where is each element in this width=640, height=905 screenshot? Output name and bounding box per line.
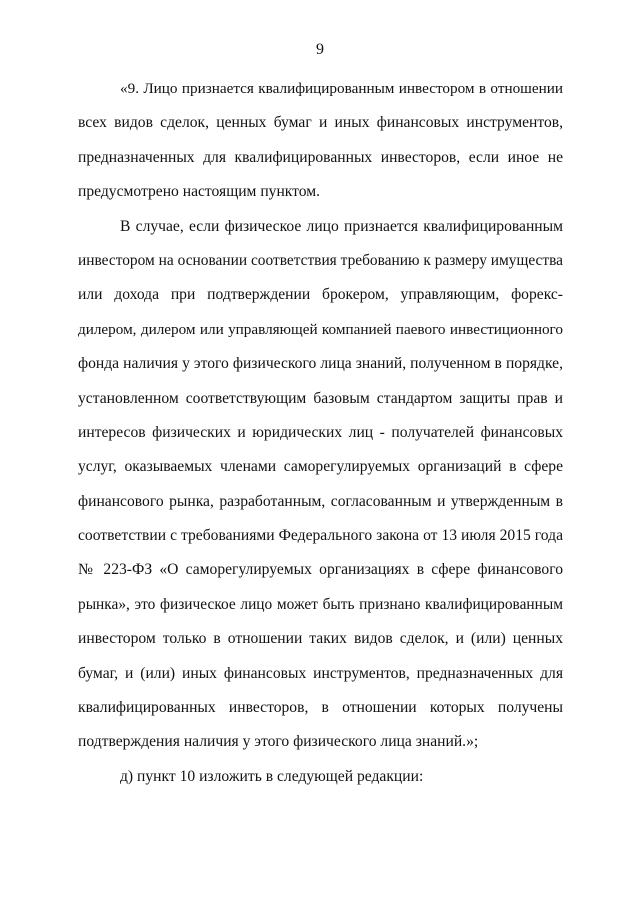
text-line: услуг, оказываемых членами саморегулируемых организаций в сфере [78, 458, 563, 476]
text-line: дилером, дилером или управляющей компанией паевого инвестиционного [78, 320, 563, 338]
text-line: фонда наличия у этого физического лица знаний, полученном в порядке, [78, 355, 563, 373]
page-number: 9 [316, 41, 324, 58]
text-line: предназначенных для квалифицированных инвесторов, если иное не [78, 148, 563, 166]
text-line: соответствии с требованиями Федерального закона от 13 июля 2015 года [78, 527, 563, 545]
text-line: инвестором на основании соответствия требованию к размеру имущества [78, 251, 563, 269]
text-line: интересов физических и юридических лиц - получателей финансовых [78, 423, 563, 441]
text-line: В случае, если физическое лицо признается квалифицированным [120, 217, 563, 235]
text-line: № 223-ФЗ «О саморегулируемых организациях в сфере финансового [78, 561, 563, 579]
text-line: рынка», это физическое лицо может быть признано квалифицированным [78, 595, 563, 613]
text-line: д) пункт 10 изложить в следующей редакции: [120, 767, 424, 785]
text-line: бумаг, и (или) иных финансовых инструментов, предназначенных для [78, 664, 563, 682]
text-line: предусмотрено настоящим пунктом. [78, 183, 321, 201]
text-line: «9. Лицо признается квалифицированным инвестором в отношении [120, 80, 563, 97]
text-line: инвестором только в отношении таких видов сделок, и (или) ценных [78, 630, 563, 648]
text-line: подтверждения наличия у этого физического лица знаний.»; [78, 733, 479, 751]
text-line: или дохода при подтверждении брокером, управляющим, форекс- [78, 286, 563, 304]
text-line: всех видов сделок, ценных бумаг и иных финансовых инструментов, [78, 114, 563, 132]
text-line: квалифицированных инвесторов, в отношении которых получены [78, 699, 563, 717]
text-line: финансового рынка, разработанным, согласованным и утвержденным в [78, 492, 563, 510]
text-line: установленном соответствующим базовым стандартом защиты прав и [78, 389, 563, 407]
document-body [78, 76, 563, 798]
